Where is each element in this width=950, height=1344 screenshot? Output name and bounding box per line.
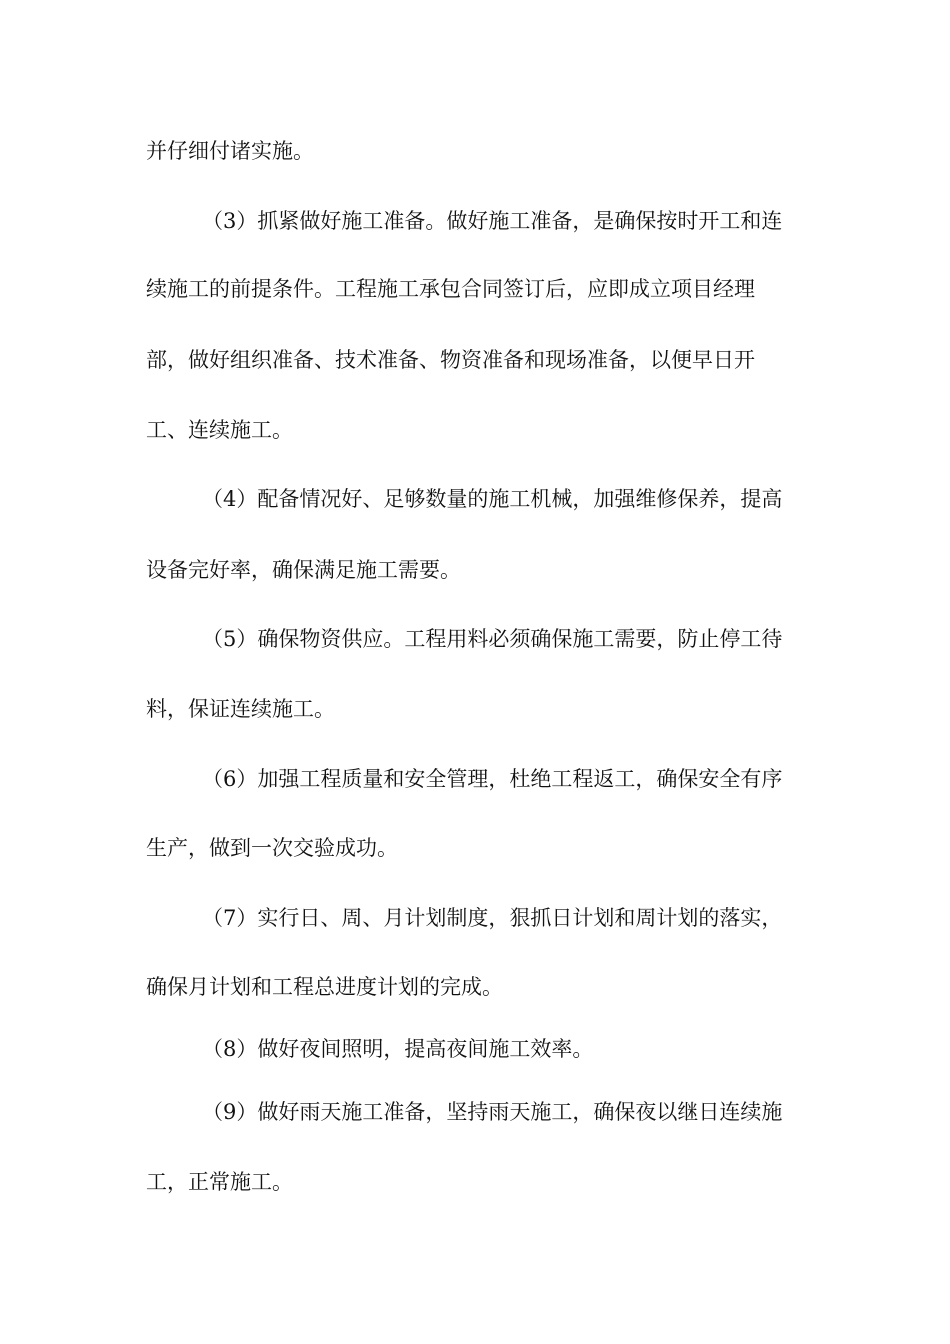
paragraph-item-5: （5）确保物资供应。工程用料必须确保施工需要，防止停工待 [202, 627, 783, 651]
text-line: 确保月计划和工程总进度计划的完成。 [146, 975, 503, 999]
text-line: 部，做好组织准备、技术准备、物资准备和现场准备，以便早日开 [146, 348, 755, 372]
text-line: 生产，做到一次交验成功。 [146, 836, 398, 860]
paragraph-item-7: （7）实行日、周、月计划制度，狠抓日计划和周计划的落实， [202, 906, 783, 930]
text-line: 并仔细付诸实施。 [146, 139, 314, 163]
text-line: 料，保证连续施工。 [146, 697, 335, 721]
paragraph-item-9: （9）做好雨天施工准备，坚持雨天施工，确保夜以继日连续施 [202, 1100, 783, 1124]
paragraph-item-4: （4）配备情况好、足够数量的施工机械，加强维修保养，提高 [202, 487, 783, 511]
text-line: 设备完好率，确保满足施工需要。 [146, 558, 461, 582]
paragraph-item-3: （3）抓紧做好施工准备。做好施工准备，是确保按时开工和连 [202, 209, 783, 233]
text-line: 工，正常施工。 [146, 1170, 293, 1194]
text-line: 工、连续施工。 [146, 418, 293, 442]
paragraph-item-6: （6）加强工程质量和安全管理，杜绝工程返工，确保安全有序 [202, 767, 783, 791]
text-line: 续施工的前提条件。工程施工承包合同签订后，应即成立项目经理 [146, 277, 755, 301]
paragraph-item-8: （8）做好夜间照明，提高夜间施工效率。 [202, 1037, 594, 1061]
